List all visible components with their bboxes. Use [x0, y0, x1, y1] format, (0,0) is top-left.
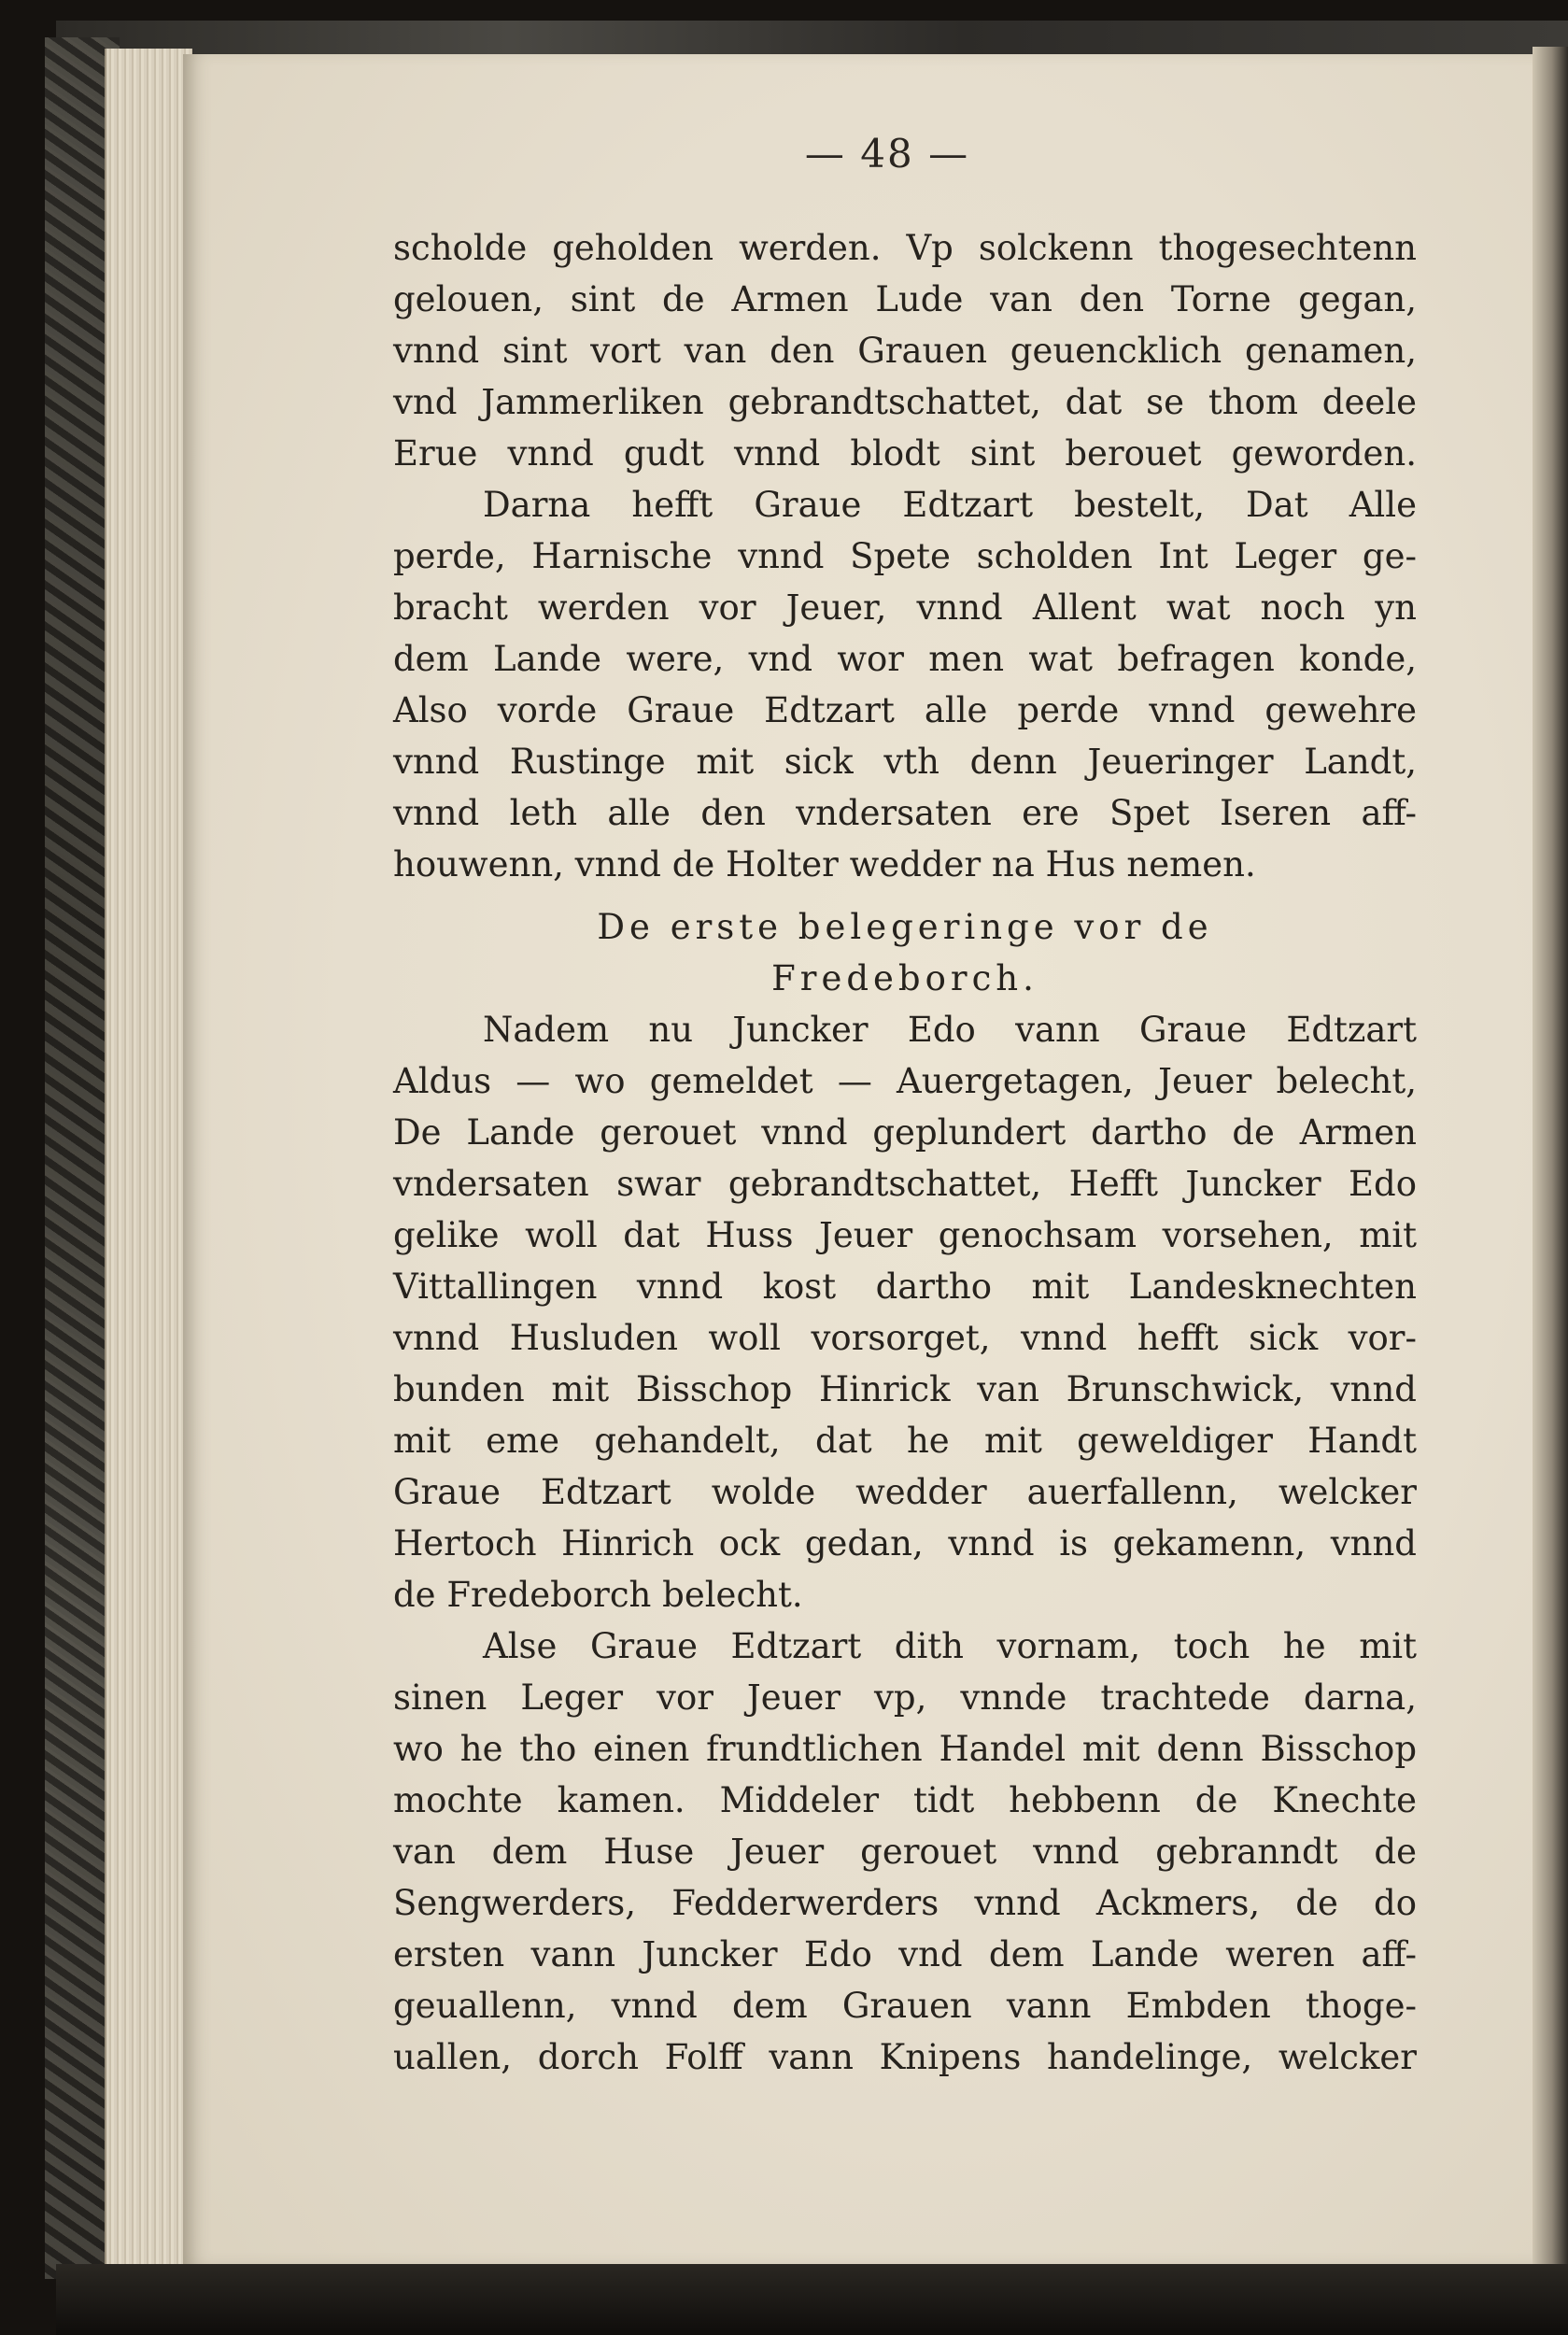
text-line: gelike woll dat Huss Jeuer genochsam vorsehen, mit: [393, 1215, 1417, 1255]
text-line: Erue vnnd gudt vnnd blodt sint berouet geworden.: [393, 433, 1417, 474]
text-line: perde, Harnische vnnd Spete scholden Int Leger ge-: [393, 536, 1417, 576]
text-line: Sengwerders, Fedderwerders vnnd Ackmers, de do: [393, 1883, 1417, 1923]
text-line: mit eme gehandelt, dat he mit geweldiger Handt: [393, 1421, 1417, 1461]
text-line: geuallenn, vnnd dem Grauen vann Embden thoge-: [393, 1986, 1417, 2026]
text-line: mochte kamen. Middeler tidt hebbenn de Knechte: [393, 1780, 1417, 1820]
text-line: vnnd Husluden woll vorsorget, vnnd hefft sick vor-: [393, 1318, 1417, 1358]
text-line: uallen, dorch Folff vann Knipens handelinge, welcker: [393, 2037, 1417, 2077]
page-edges-stack: [105, 49, 192, 2283]
book-cover-bottom-edge: [56, 2264, 1568, 2335]
text-line: vnd Jammerliken gebrandtschattet, dat se thom deele: [393, 382, 1417, 422]
text-line: de Fredeborch belecht.: [393, 1575, 803, 1615]
paragraph-4: [393, 1620, 1417, 2083]
page-text: [393, 222, 1417, 2083]
text-line: vndersaten swar gebrandtschattet, Hefft Juncker Edo: [393, 1164, 1417, 1204]
text-line: Hertoch Hinrich ock gedan, vnnd is gekamenn, vnnd: [393, 1523, 1417, 1564]
text-line: De Lande gerouet vnnd geplundert dartho de Armen: [393, 1112, 1417, 1153]
text-line: Alse Graue Edtzart dith vornam, toch he mit: [483, 1626, 1417, 1666]
text-line: Also vorde Graue Edtzart alle perde vnnd gewehre: [393, 690, 1417, 730]
heading-line: De erste belegeringe vor de: [597, 907, 1213, 947]
text-line: houwenn, vnnd de Holter wedder na Hus nemen.: [393, 844, 1256, 884]
section-gap: [393, 890, 1417, 901]
text-line: Vittallingen vnnd kost dartho mit Landesknechten: [393, 1267, 1417, 1307]
text-line: vnnd leth alle den vndersaten ere Spet Iseren aff-: [393, 793, 1417, 833]
text-line: vnnd Rustinge mit sick vth denn Jeueringer Landt,: [393, 742, 1417, 782]
paragraph-3: [393, 1004, 1417, 1620]
text-line: ersten vann Juncker Edo vnd dem Lande weren aff-: [393, 1934, 1417, 1974]
text-line: Nadem nu Juncker Edo vann Graue Edtzart: [483, 1010, 1417, 1050]
text-line: dem Lande were, vnd wor men wat befragen konde,: [393, 639, 1417, 679]
text-line: Darna hefft Graue Edtzart bestelt, Dat Alle: [483, 485, 1417, 525]
paragraph-1: [393, 222, 1417, 479]
book-gutter: [1533, 47, 1568, 2279]
text-line: scholde geholden werden. Vp solckenn thogesechtenn: [393, 228, 1417, 268]
text-line: Aldus — wo gemeldet — Auergetagen, Jeuer belecht,: [393, 1061, 1417, 1101]
text-line: bracht werden vor Jeuer, vnnd Allent wat noch yn: [393, 587, 1417, 628]
text-line: vnnd sint vort van den Grauen geuencklich genamen,: [393, 331, 1417, 371]
heading-line: Fredeborch.: [771, 958, 1038, 998]
paragraph-2: [393, 479, 1417, 890]
text-line: gelouen, sint de Armen Lude van den Torne gegan,: [393, 279, 1417, 319]
text-line: wo he tho einen frundtlichen Handel mit denn Bisschop: [393, 1729, 1417, 1769]
text-line: Graue Edtzart wolde wedder auerfallenn, welcker: [393, 1472, 1417, 1512]
text-line: van dem Huse Jeuer gerouet vnnd gebranndt de: [393, 1832, 1417, 1872]
text-line: sinen Leger vor Jeuer vp, vnnde trachtede darna,: [393, 1677, 1417, 1718]
text-line: bunden mit Bisschop Hinrick van Brunschwick, vnnd: [393, 1369, 1417, 1409]
page-number: — 48 —: [804, 131, 970, 177]
section-heading: [393, 901, 1417, 1004]
